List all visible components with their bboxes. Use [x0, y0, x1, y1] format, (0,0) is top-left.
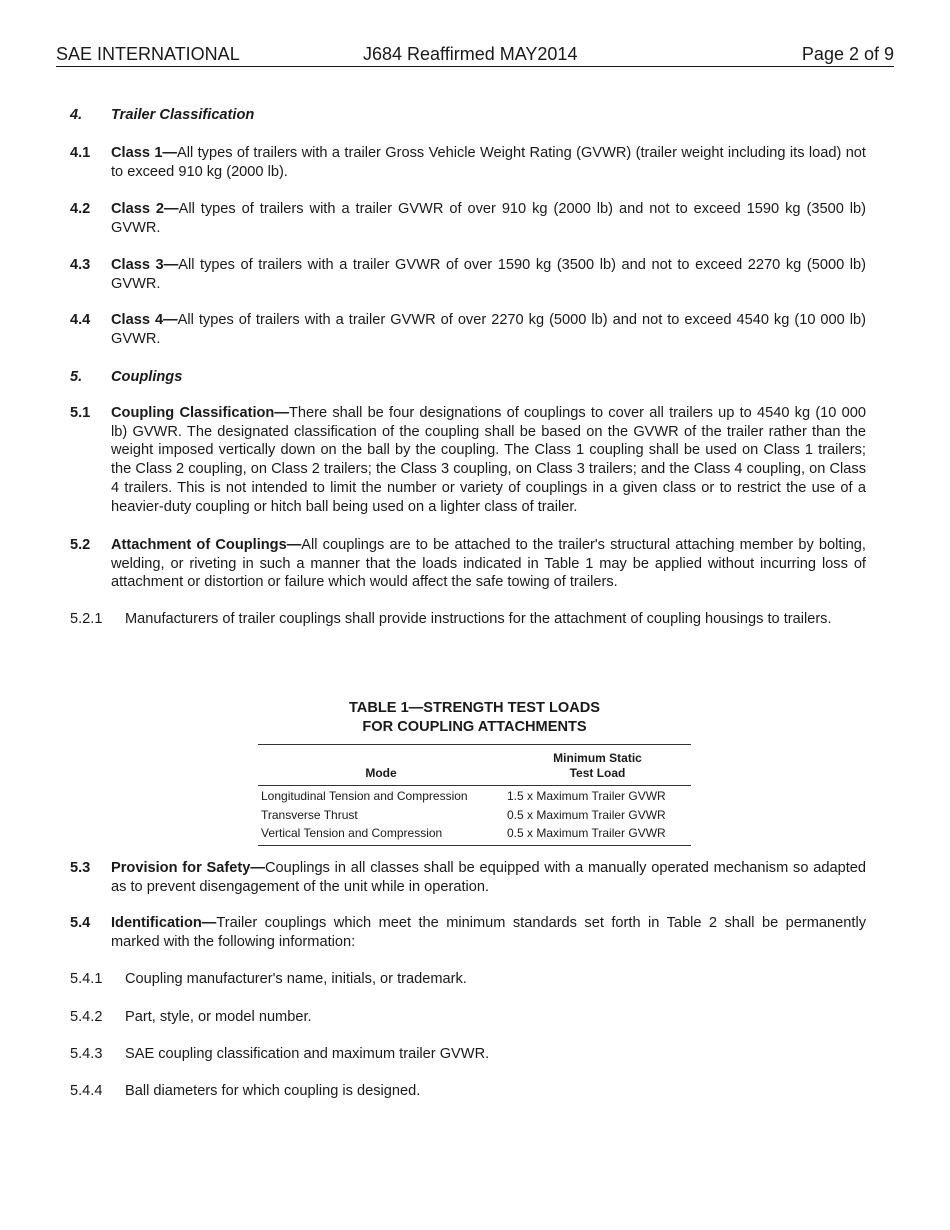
para-4-4: [70, 311, 866, 348]
header-page-number: Page 2 of 9: [801, 44, 894, 64]
page-header: [56, 44, 894, 67]
para-5-4: [70, 914, 866, 951]
column-header-test-load: [504, 751, 691, 781]
section-title: Couplings: [111, 369, 183, 385]
para-text: All couplings are to be attached to the trailer's structural attaching member by bolting, welding, or riveting in such a manner that the loads indicated in Table 1 may be applied without incurring loss of attachment or distortion or failure which would affect the safe towing of trailers.: [111, 537, 866, 591]
para-text: Ball diameters for which coupling is designed.: [125, 1083, 421, 1099]
header-org: SAE INTERNATIONAL: [56, 44, 240, 64]
table-row: [258, 806, 691, 825]
section-number: 4.: [70, 107, 83, 123]
para-number: 4.4: [70, 312, 91, 328]
para-number: 5.4.4: [70, 1083, 103, 1099]
table-row: [258, 787, 691, 806]
table-header-row: [258, 745, 691, 786]
cell-mode: Vertical Tension and Compression: [261, 826, 443, 840]
table-row: [258, 824, 691, 843]
table-caption-line: TABLE 1—STRENGTH TEST LOADS: [348, 700, 601, 716]
para-text: All types of trailers with a trailer GVWR of over 1590 kg (3500 lb) and not to exceed 2270 kg (5000 lb) GVWR.: [111, 257, 866, 292]
section-number: 5.: [70, 369, 83, 385]
para-lead: Identification—: [111, 915, 217, 931]
para-text: Part, style, or model number.: [125, 1009, 312, 1025]
para-number: 5.4.3: [70, 1046, 103, 1062]
cell-load: 0.5 x Maximum Trailer GVWR: [507, 826, 666, 840]
para-lead: Class 2—: [111, 201, 179, 217]
column-header-line: Test Load: [569, 766, 626, 780]
cell-load: 0.5 x Maximum Trailer GVWR: [507, 807, 666, 822]
para-number: 4.2: [70, 201, 91, 217]
para-5-4-2: [70, 1008, 866, 1027]
header-doc-id: J684 Reaffirmed MAY2014: [363, 44, 578, 64]
section-5-heading: [70, 368, 866, 387]
para-number: 5.4.2: [70, 1009, 103, 1025]
table-caption-line: FOR COUPLING ATTACHMENTS: [362, 719, 587, 735]
para-number: 4.3: [70, 257, 91, 273]
para-number: 5.2: [70, 537, 91, 553]
para-lead: Coupling Classification—: [111, 405, 289, 421]
cell-mode: Transverse Thrust: [261, 807, 358, 822]
column-header-mode: Mode: [365, 766, 397, 780]
para-number: 5.2.1: [70, 611, 103, 627]
para-text: Coupling manufacturer's name, initials, or trademark.: [125, 971, 467, 987]
para-number: 4.1: [70, 145, 91, 161]
para-number: 5.4.1: [70, 971, 103, 987]
para-number: 5.4: [70, 915, 91, 931]
para-5-4-3: [70, 1045, 866, 1064]
para-text: SAE coupling classification and maximum trailer GVWR.: [125, 1046, 490, 1062]
para-text: Manufacturers of trailer couplings shall provide instructions for the attachment of coupling housings to trailers.: [125, 611, 832, 627]
column-header-line: Minimum Static: [553, 751, 642, 765]
para-lead: Class 3—: [111, 257, 179, 273]
para-lead: Class 4—: [111, 312, 178, 328]
para-5-2-1: [70, 610, 866, 629]
para-text: All types of trailers with a trailer GVWR of over 2270 kg (5000 lb) and not to exceed 4540 kg (10 000 lb) GVWR.: [111, 312, 866, 347]
para-5-3: [70, 859, 866, 896]
table-1-caption: [258, 699, 691, 737]
para-text: Trailer couplings which meet the minimum standards set forth in Table 2 shall be permanently marked with the following information:: [111, 915, 866, 950]
table-1: [258, 744, 691, 846]
para-4-3: [70, 256, 866, 293]
para-5-4-1: [70, 970, 866, 989]
para-text: All types of trailers with a trailer GVWR of over 910 kg (2000 lb) and not to exceed 1590 kg (3500 lb) GVWR.: [111, 201, 866, 236]
para-lead: Attachment of Couplings—: [111, 537, 302, 553]
para-4-1: [70, 144, 866, 181]
para-number: 5.1: [70, 405, 91, 421]
para-lead: Class 1—: [111, 145, 178, 161]
para-lead: Provision for Safety—: [111, 860, 265, 876]
para-5-1: [70, 404, 866, 516]
cell-load: 1.5 x Maximum Trailer GVWR: [507, 789, 666, 803]
para-5-2: [70, 536, 866, 592]
para-text: There shall be four designations of couplings to cover all trailers up to 4540 kg (10 000 lb) GVWR. The designated classification of the coupling shall be based on the GVWR of the trailer rather than the weight imposed vertically down on the ball by the coupling. The Class 1 coupling shall be used on Class 1 trailers; the Class 2 coupling, on Class 2 trailers; the Class 3 coupling, on Class 3 trailers; and the Class 4 coupling, on Class 4 trailers. This is not intended to limit the number or variety of couplings in a given class or to restrict the use of a heavier-duty coupling or hitch ball being used on a lighter class of trailer.: [111, 405, 867, 515]
para-text: Couplings in all classes shall be equipped with a manually operated mechanism so adapted as to prevent disengagement of the unit while in operation.: [111, 860, 866, 895]
section-4-heading: [70, 106, 866, 125]
cell-mode: Longitudinal Tension and Compression: [261, 789, 468, 803]
para-4-2: [70, 200, 866, 237]
section-title: Trailer Classification: [111, 107, 255, 123]
para-5-4-4: [70, 1082, 866, 1101]
para-text: All types of trailers with a trailer Gross Vehicle Weight Rating (GVWR) (trailer weight including its load) not to exceed 910 kg (2000 lb).: [111, 145, 866, 180]
para-number: 5.3: [70, 860, 91, 876]
